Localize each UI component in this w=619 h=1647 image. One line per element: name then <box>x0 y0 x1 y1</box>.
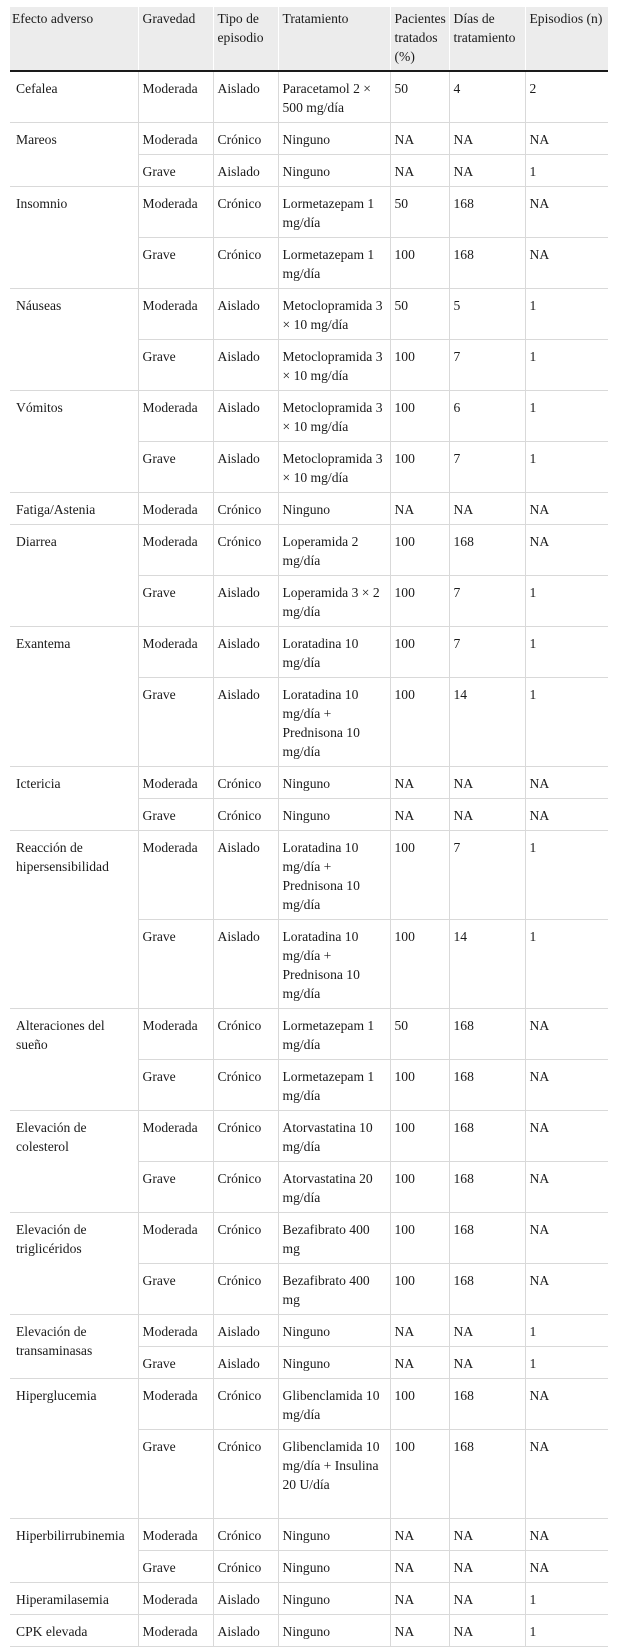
cell-episodios: NA <box>525 1264 608 1315</box>
cell-pacientes: 100 <box>390 1213 449 1264</box>
cell-dias: 4 <box>449 71 525 123</box>
cell-efecto-adverso: Elevación de triglicéridos <box>10 1213 138 1315</box>
cell-pacientes: NA <box>390 799 449 831</box>
cell-tratamiento: Loratadina 10 mg/día + Prednisona 10 mg/día <box>278 678 390 767</box>
cell-episodios: NA <box>525 1213 608 1264</box>
header-pacientes-tratados: Pacientes tratados (%) <box>390 7 449 71</box>
cell-efecto-adverso: Cefalea <box>10 71 138 123</box>
cell-episodios: 1 <box>525 1615 608 1647</box>
cell-dias: NA <box>449 1551 525 1583</box>
cell-episodios: 1 <box>525 678 608 767</box>
cell-tratamiento: Glibenclamida 10 mg/día + Insulina 20 U/día <box>278 1430 390 1519</box>
cell-tratamiento: Loperamida 2 mg/día <box>278 525 390 576</box>
cell-tratamiento: Ninguno <box>278 1551 390 1583</box>
cell-pacientes: 50 <box>390 71 449 123</box>
cell-pacientes: NA <box>390 155 449 187</box>
cell-dias: NA <box>449 1519 525 1551</box>
table-row <box>10 1315 608 1347</box>
cell-episodios: 1 <box>525 920 608 1009</box>
header-gravedad: Gravedad <box>138 7 213 71</box>
cell-episodios: NA <box>525 1519 608 1551</box>
cell-pacientes: 100 <box>390 1379 449 1430</box>
cell-efecto-adverso: Elevación de colesterol <box>10 1111 138 1213</box>
cell-episodios: NA <box>525 1060 608 1111</box>
cell-tipo: Aislado <box>213 155 278 187</box>
cell-pacientes: 100 <box>390 1162 449 1213</box>
cell-pacientes: 50 <box>390 1009 449 1060</box>
cell-episodios: NA <box>525 1009 608 1060</box>
cell-tratamiento: Bezafibrato 400 mg <box>278 1213 390 1264</box>
cell-tipo: Crónico <box>213 1379 278 1430</box>
cell-tratamiento: Lormetazepam 1 mg/día <box>278 1060 390 1111</box>
cell-dias: 168 <box>449 1264 525 1315</box>
cell-pacientes: 100 <box>390 576 449 627</box>
cell-pacientes: 50 <box>390 289 449 340</box>
cell-gravedad: Grave <box>138 1347 213 1379</box>
table-row <box>10 391 608 442</box>
cell-dias: 168 <box>449 187 525 238</box>
cell-tipo: Crónico <box>213 1519 278 1551</box>
cell-tipo: Crónico <box>213 799 278 831</box>
cell-dias: 168 <box>449 238 525 289</box>
cell-gravedad: Grave <box>138 340 213 391</box>
cell-tipo: Aislado <box>213 831 278 920</box>
header-episodios: Episodios (n) <box>525 7 608 71</box>
table-body <box>10 71 608 1647</box>
cell-tipo: Crónico <box>213 493 278 525</box>
cell-episodios: 1 <box>525 627 608 678</box>
cell-pacientes: NA <box>390 123 449 155</box>
cell-tipo: Aislado <box>213 340 278 391</box>
cell-episodios: NA <box>525 187 608 238</box>
cell-gravedad: Grave <box>138 920 213 1009</box>
cell-gravedad: Moderada <box>138 1315 213 1347</box>
cell-pacientes: 100 <box>390 525 449 576</box>
cell-pacientes: NA <box>390 1315 449 1347</box>
cell-efecto-adverso: Hiperbilirrubinemia <box>10 1519 138 1583</box>
cell-dias: 5 <box>449 289 525 340</box>
table-row <box>10 1583 608 1615</box>
cell-pacientes: NA <box>390 767 449 799</box>
cell-gravedad: Moderada <box>138 289 213 340</box>
cell-episodios: 1 <box>525 289 608 340</box>
cell-episodios: 1 <box>525 1315 608 1347</box>
cell-gravedad: Moderada <box>138 525 213 576</box>
cell-efecto-adverso: Fatiga/Astenia <box>10 493 138 525</box>
cell-dias: 168 <box>449 1111 525 1162</box>
cell-efecto-adverso: Vómitos <box>10 391 138 493</box>
table-row <box>10 1615 608 1647</box>
header-row <box>10 7 608 71</box>
cell-tipo: Crónico <box>213 1060 278 1111</box>
cell-episodios: NA <box>525 1551 608 1583</box>
cell-efecto-adverso: Reacción de hipersensibilidad <box>10 831 138 1009</box>
cell-dias: 7 <box>449 340 525 391</box>
cell-dias: 7 <box>449 627 525 678</box>
cell-tipo: Crónico <box>213 1009 278 1060</box>
cell-pacientes: 100 <box>390 831 449 920</box>
cell-tratamiento: Lormetazepam 1 mg/día <box>278 238 390 289</box>
cell-gravedad: Moderada <box>138 123 213 155</box>
cell-tipo: Aislado <box>213 920 278 1009</box>
table-row <box>10 1111 608 1162</box>
cell-dias: 7 <box>449 576 525 627</box>
cell-episodios: NA <box>525 525 608 576</box>
table-row <box>10 123 608 155</box>
cell-episodios: NA <box>525 123 608 155</box>
cell-efecto-adverso: Insomnio <box>10 187 138 289</box>
cell-tratamiento: Lormetazepam 1 mg/día <box>278 187 390 238</box>
cell-gravedad: Grave <box>138 1162 213 1213</box>
cell-tratamiento: Bezafibrato 400 mg <box>278 1264 390 1315</box>
cell-tratamiento: Loratadina 10 mg/día + Prednisona 10 mg/día <box>278 920 390 1009</box>
cell-efecto-adverso: CPK elevada <box>10 1615 138 1647</box>
cell-dias: 168 <box>449 1430 525 1519</box>
cell-gravedad: Moderada <box>138 1213 213 1264</box>
cell-dias: 14 <box>449 920 525 1009</box>
cell-dias: 168 <box>449 1009 525 1060</box>
cell-dias: NA <box>449 1347 525 1379</box>
table-row <box>10 187 608 238</box>
cell-efecto-adverso: Hiperglucemia <box>10 1379 138 1519</box>
cell-pacientes: NA <box>390 1615 449 1647</box>
cell-tipo: Aislado <box>213 1347 278 1379</box>
cell-tratamiento: Ninguno <box>278 1519 390 1551</box>
header-dias-de-tratamiento: Días de tratamiento <box>449 7 525 71</box>
cell-gravedad: Moderada <box>138 1009 213 1060</box>
cell-efecto-adverso: Diarrea <box>10 525 138 627</box>
cell-dias: 7 <box>449 442 525 493</box>
cell-tipo: Crónico <box>213 1430 278 1519</box>
cell-gravedad: Moderada <box>138 1111 213 1162</box>
cell-dias: NA <box>449 493 525 525</box>
cell-pacientes: 100 <box>390 238 449 289</box>
cell-gravedad: Grave <box>138 1551 213 1583</box>
cell-gravedad: Moderada <box>138 767 213 799</box>
cell-tipo: Aislado <box>213 442 278 493</box>
cell-gravedad: Moderada <box>138 187 213 238</box>
cell-pacientes: NA <box>390 493 449 525</box>
cell-pacientes: NA <box>390 1519 449 1551</box>
cell-tratamiento: Loperamida 3 × 2 mg/día <box>278 576 390 627</box>
cell-dias: NA <box>449 799 525 831</box>
table-row <box>10 831 608 920</box>
table-row <box>10 1009 608 1060</box>
cell-tipo: Aislado <box>213 289 278 340</box>
header-efecto-adverso: Efecto adverso <box>10 7 138 71</box>
table-row <box>10 1519 608 1551</box>
cell-tipo: Crónico <box>213 1213 278 1264</box>
cell-dias: NA <box>449 1315 525 1347</box>
cell-episodios: NA <box>525 1430 608 1519</box>
cell-dias: NA <box>449 1583 525 1615</box>
cell-tipo: Crónico <box>213 123 278 155</box>
cell-pacientes: 100 <box>390 1111 449 1162</box>
cell-gravedad: Grave <box>138 1264 213 1315</box>
cell-pacientes: 50 <box>390 187 449 238</box>
cell-episodios: NA <box>525 1379 608 1430</box>
cell-dias: 168 <box>449 1060 525 1111</box>
cell-tratamiento: Ninguno <box>278 1347 390 1379</box>
cell-tratamiento: Ninguno <box>278 123 390 155</box>
cell-pacientes: 100 <box>390 1430 449 1519</box>
cell-episodios: NA <box>525 1162 608 1213</box>
cell-tipo: Aislado <box>213 1315 278 1347</box>
header-tipo-de-episodio: Tipo de episodio <box>213 7 278 71</box>
cell-episodios: 1 <box>525 576 608 627</box>
cell-gravedad: Moderada <box>138 1379 213 1430</box>
cell-dias: 168 <box>449 1162 525 1213</box>
cell-episodios: NA <box>525 767 608 799</box>
cell-gravedad: Moderada <box>138 1583 213 1615</box>
cell-episodios: 2 <box>525 71 608 123</box>
cell-tratamiento: Metoclopramida 3 × 10 mg/día <box>278 340 390 391</box>
cell-episodios: 1 <box>525 442 608 493</box>
cell-tratamiento: Atorvastatina 10 mg/día <box>278 1111 390 1162</box>
cell-efecto-adverso: Hiperamilasemia <box>10 1583 138 1615</box>
cell-tratamiento: Metoclopramida 3 × 10 mg/día <box>278 391 390 442</box>
table-row <box>10 1213 608 1264</box>
table-row <box>10 289 608 340</box>
cell-tipo: Aislado <box>213 1615 278 1647</box>
cell-dias: 168 <box>449 1213 525 1264</box>
cell-tratamiento: Ninguno <box>278 799 390 831</box>
cell-gravedad: Moderada <box>138 71 213 123</box>
cell-pacientes: 100 <box>390 678 449 767</box>
cell-tratamiento: Metoclopramida 3 × 10 mg/día <box>278 442 390 493</box>
cell-efecto-adverso: Ictericia <box>10 767 138 831</box>
cell-gravedad: Moderada <box>138 493 213 525</box>
cell-tratamiento: Ninguno <box>278 493 390 525</box>
cell-dias: 7 <box>449 831 525 920</box>
cell-episodios: 1 <box>525 391 608 442</box>
adverse-effects-table <box>10 7 608 1647</box>
cell-tipo: Aislado <box>213 576 278 627</box>
cell-dias: NA <box>449 767 525 799</box>
cell-dias: NA <box>449 155 525 187</box>
cell-pacientes: 100 <box>390 1264 449 1315</box>
table-header <box>10 7 608 71</box>
cell-tipo: Crónico <box>213 238 278 289</box>
cell-pacientes: 100 <box>390 627 449 678</box>
cell-dias: 6 <box>449 391 525 442</box>
cell-tratamiento: Lormetazepam 1 mg/día <box>278 1009 390 1060</box>
cell-tipo: Crónico <box>213 187 278 238</box>
cell-episodios: 1 <box>525 340 608 391</box>
cell-efecto-adverso: Alteraciones del sueño <box>10 1009 138 1111</box>
cell-tipo: Crónico <box>213 525 278 576</box>
cell-gravedad: Grave <box>138 799 213 831</box>
cell-tipo: Aislado <box>213 1583 278 1615</box>
cell-tipo: Crónico <box>213 1111 278 1162</box>
cell-pacientes: 100 <box>390 442 449 493</box>
table-row <box>10 767 608 799</box>
cell-pacientes: NA <box>390 1347 449 1379</box>
cell-tratamiento: Paracetamol 2 × 500 mg/día <box>278 71 390 123</box>
cell-tipo: Aislado <box>213 678 278 767</box>
cell-tipo: Crónico <box>213 1162 278 1213</box>
cell-tratamiento: Metoclopramida 3 × 10 mg/día <box>278 289 390 340</box>
cell-tratamiento: Glibenclamida 10 mg/día <box>278 1379 390 1430</box>
cell-gravedad: Moderada <box>138 831 213 920</box>
cell-efecto-adverso: Exantema <box>10 627 138 767</box>
cell-gravedad: Grave <box>138 576 213 627</box>
cell-tipo: Crónico <box>213 1551 278 1583</box>
cell-episodios: 1 <box>525 155 608 187</box>
cell-pacientes: 100 <box>390 1060 449 1111</box>
cell-gravedad: Moderada <box>138 1519 213 1551</box>
cell-efecto-adverso: Mareos <box>10 123 138 187</box>
cell-episodios: NA <box>525 799 608 831</box>
cell-pacientes: 100 <box>390 391 449 442</box>
cell-tratamiento: Ninguno <box>278 1315 390 1347</box>
cell-episodios: 1 <box>525 1347 608 1379</box>
cell-pacientes: 100 <box>390 920 449 1009</box>
table-row <box>10 525 608 576</box>
cell-gravedad: Grave <box>138 442 213 493</box>
cell-tipo: Aislado <box>213 627 278 678</box>
cell-tratamiento: Atorvastatina 20 mg/día <box>278 1162 390 1213</box>
cell-tratamiento: Ninguno <box>278 767 390 799</box>
cell-dias: 14 <box>449 678 525 767</box>
table-row <box>10 627 608 678</box>
cell-episodios: NA <box>525 1111 608 1162</box>
cell-dias: NA <box>449 1615 525 1647</box>
table-row <box>10 71 608 123</box>
cell-tipo: Crónico <box>213 1264 278 1315</box>
table-row <box>10 1379 608 1430</box>
cell-tratamiento: Ninguno <box>278 1615 390 1647</box>
cell-gravedad: Moderada <box>138 1615 213 1647</box>
header-tratamiento: Tratamiento <box>278 7 390 71</box>
cell-episodios: NA <box>525 493 608 525</box>
cell-dias: 168 <box>449 1379 525 1430</box>
cell-dias: NA <box>449 123 525 155</box>
cell-efecto-adverso: Elevación de transaminasas <box>10 1315 138 1379</box>
cell-gravedad: Grave <box>138 1060 213 1111</box>
cell-episodios: NA <box>525 238 608 289</box>
cell-gravedad: Grave <box>138 678 213 767</box>
cell-gravedad: Moderada <box>138 627 213 678</box>
cell-gravedad: Grave <box>138 238 213 289</box>
cell-gravedad: Grave <box>138 1430 213 1519</box>
cell-pacientes: NA <box>390 1583 449 1615</box>
cell-episodios: 1 <box>525 1583 608 1615</box>
table-row <box>10 493 608 525</box>
cell-pacientes: 100 <box>390 340 449 391</box>
cell-dias: 168 <box>449 525 525 576</box>
cell-efecto-adverso: Náuseas <box>10 289 138 391</box>
cell-tratamiento: Ninguno <box>278 155 390 187</box>
cell-tipo: Aislado <box>213 71 278 123</box>
cell-tratamiento: Loratadina 10 mg/día + Prednisona 10 mg/día <box>278 831 390 920</box>
cell-gravedad: Moderada <box>138 391 213 442</box>
cell-episodios: 1 <box>525 831 608 920</box>
cell-tipo: Crónico <box>213 767 278 799</box>
cell-pacientes: NA <box>390 1551 449 1583</box>
cell-gravedad: Grave <box>138 155 213 187</box>
cell-tipo: Aislado <box>213 391 278 442</box>
cell-tratamiento: Loratadina 10 mg/día <box>278 627 390 678</box>
cell-tratamiento: Ninguno <box>278 1583 390 1615</box>
